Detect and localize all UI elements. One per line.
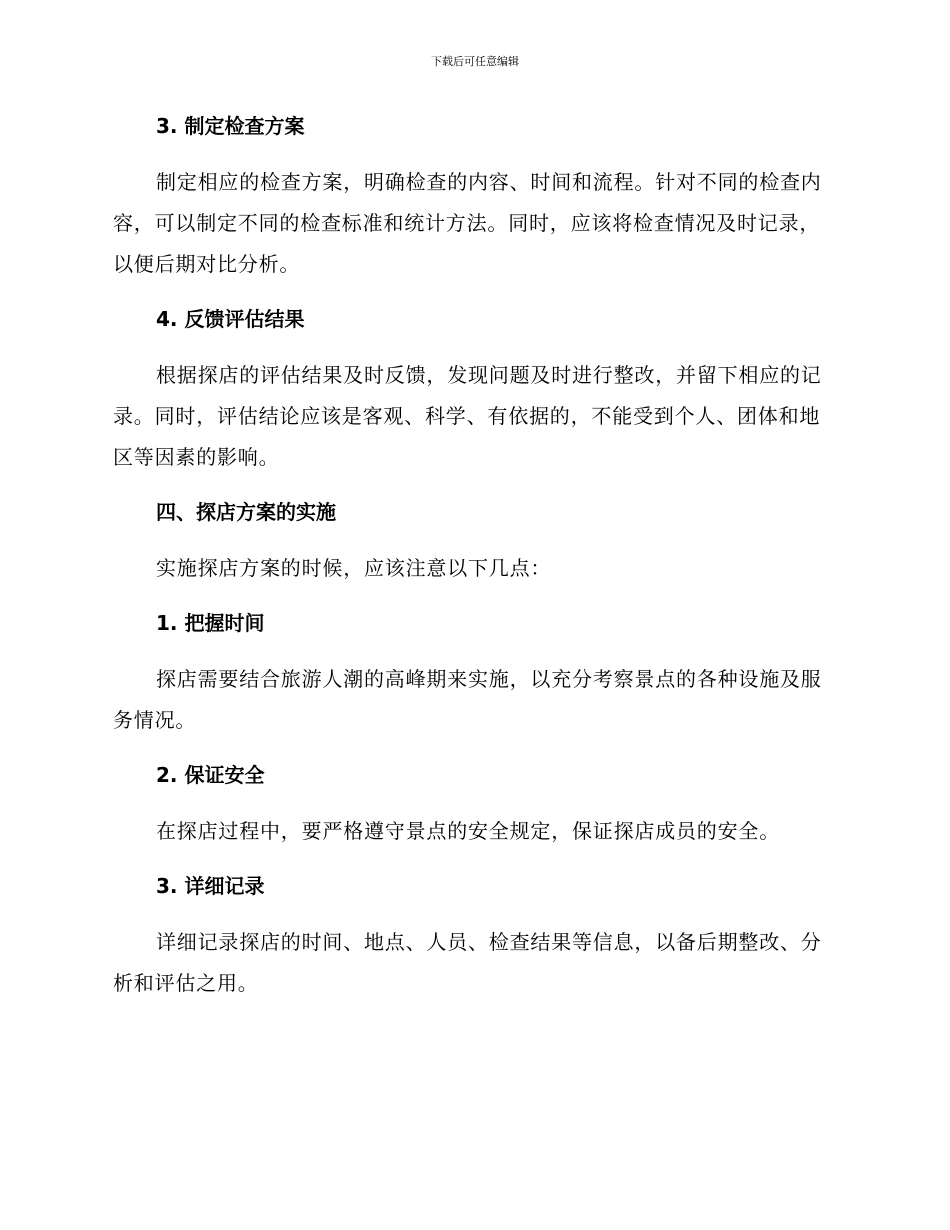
section-heading: 3. 制定检查方案 — [156, 114, 305, 138]
section-heading: 2. 保证安全 — [156, 763, 265, 787]
section-heading: 四、探店方案的实施 — [156, 500, 336, 524]
section-paragraph: 制定相应的检查方案，明确检查的内容、时间和流程。针对不同的检查内容，可以制定不同的检查标准和统计方法。同时，应该将检查情况及时记录，以便后期对比分析。 — [113, 170, 822, 276]
section-paragraph: 探店需要结合旅游人潮的高峰期来实施，以充分考察景点的各种设施及服务情况。 — [113, 667, 822, 732]
section-paragraph: 详细记录探店的时间、地点、人员、检查结果等信息，以备后期整改、分析和评估之用。 — [113, 930, 822, 995]
section-heading: 1. 把握时间 — [156, 611, 265, 635]
section-detailed-records — [113, 866, 831, 1004]
section-paragraph: 在探店过程中，要严格遵守景点的安全规定，保证探店成员的安全。 — [156, 819, 780, 843]
section-paragraph: 实施探店方案的时候，应该注意以下几点： — [156, 556, 552, 580]
section-make-inspection-plan — [113, 106, 831, 285]
page-header: 下载后可任意编辑 — [431, 55, 519, 68]
document-body — [113, 106, 831, 1004]
section-heading: 4. 反馈评估结果 — [156, 307, 305, 331]
section-timing — [113, 603, 831, 741]
section-paragraph: 根据探店的评估结果及时反馈，发现问题及时进行整改，并留下相应的记录。同时，评估结论应该是客观、科学、有依据的，不能受到个人、团体和地区等因素的影响。 — [113, 363, 822, 469]
section-safety — [113, 755, 831, 852]
section-feedback-results — [113, 299, 831, 478]
section-plan-implementation — [113, 492, 831, 589]
section-heading: 3. 详细记录 — [156, 874, 265, 898]
